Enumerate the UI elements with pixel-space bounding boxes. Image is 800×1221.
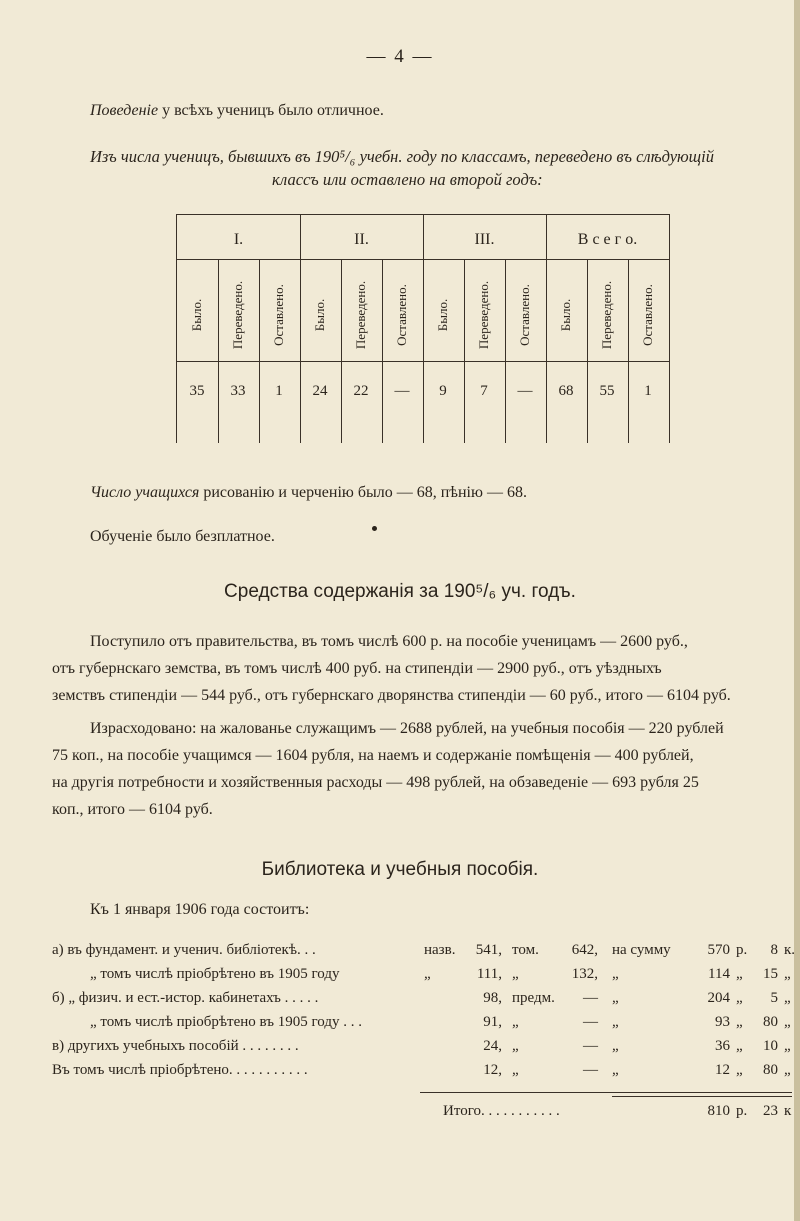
library-row-unit: „ xyxy=(512,1062,519,1078)
total-label: Итого. . . . . . . . . . . xyxy=(443,1103,560,1119)
library-row-description: б) „ физич. и ест.-истор. кабинетахъ . . . . . xyxy=(52,990,319,1006)
table-subheader-text: Переведено. xyxy=(353,280,368,350)
table-cell: 24 xyxy=(312,383,328,399)
section-title-library: Библиотека и учебныя пособія. xyxy=(261,859,539,880)
intro-line-2: классъ или оставлено на второй годъ: xyxy=(272,170,543,189)
table-cell: 9 xyxy=(439,383,447,399)
ink-dot xyxy=(372,526,377,531)
table-cell: — xyxy=(517,383,533,399)
library-row-kopecks-unit: „ xyxy=(784,990,791,1006)
library-row-sum-label: „ xyxy=(612,1038,619,1054)
table-cell: 33 xyxy=(230,383,246,399)
library-row-rubles: 570 xyxy=(707,942,730,958)
library-row-description: в) другихъ учебныхъ пособій . . . . . . . . xyxy=(52,1038,299,1054)
library-row-rubles: 204 xyxy=(707,990,730,1006)
library-row-count: 12, xyxy=(483,1062,502,1078)
library-row-count-2: — xyxy=(583,1014,598,1030)
library-row-rubles-unit: „ xyxy=(736,1014,743,1030)
table-subheader xyxy=(464,269,504,361)
library-row-rubles: 93 xyxy=(715,1014,730,1030)
library-row-sum-label: „ xyxy=(612,1014,619,1030)
table-subheader xyxy=(341,269,381,361)
table-cell: 22 xyxy=(353,383,369,399)
library-row-rubles-unit: р. xyxy=(736,942,748,958)
section-title-finances: Средства содержанія за 190⁵/₆ уч. годъ. xyxy=(224,581,576,602)
table-subheader-text: Оставлено. xyxy=(640,284,656,346)
library-row-unit: том. xyxy=(512,942,539,958)
behavior-label: Поведеніе xyxy=(90,102,159,119)
income-line: земствъ стипендіи — 544 руб., отъ губернскаго дворянства стипендіи — 60 руб., итого — 6104 руб. xyxy=(52,687,731,704)
expense-line: коп., итого — 6104 руб. xyxy=(52,801,213,818)
table-subheader xyxy=(259,269,299,361)
library-row-rubles-unit: „ xyxy=(736,1038,743,1054)
library-row-kind: назв. xyxy=(424,942,456,958)
table-subheader xyxy=(382,269,422,361)
expense-line: 75 коп., на пособіе учащимся — 1604 рубля, на наемъ и содержаніе помѣщенія — 400 рублей, xyxy=(52,747,694,764)
table-subheader-text: Было. xyxy=(558,298,573,332)
table-group-header: III. xyxy=(474,231,495,248)
total-rule-2 xyxy=(612,1096,792,1097)
total-kopecks: 23 xyxy=(763,1103,778,1119)
total-rubles-unit: р. xyxy=(736,1103,748,1119)
table-subheader xyxy=(628,269,668,361)
page-edge xyxy=(794,0,800,1221)
library-row-rubles-unit: „ xyxy=(736,990,743,1006)
drawing-label: Число учащихся xyxy=(90,484,200,501)
library-row-count-2: — xyxy=(583,990,598,1006)
table-cell: 7 xyxy=(480,383,488,399)
library-row-description: „ томъ числѣ пріобрѣтено въ 1905 году xyxy=(90,966,340,982)
table-subheader xyxy=(546,269,586,361)
library-row-count: 24, xyxy=(483,1038,502,1054)
table-subheader-text: Оставлено. xyxy=(517,284,533,346)
library-row-kopecks-unit: „ xyxy=(784,966,791,982)
library-row-count-2: — xyxy=(583,1038,598,1054)
behavior-text: у всѣхъ ученицъ было отличное. xyxy=(158,102,384,119)
total-kopecks-unit: к xyxy=(784,1103,792,1119)
table-cell: 68 xyxy=(558,383,574,399)
library-row-kopecks: 15 xyxy=(763,966,778,982)
library-row-count: 98, xyxy=(483,990,502,1006)
library-row-count: 111, xyxy=(476,966,502,982)
library-row-kind: „ xyxy=(424,966,431,982)
library-row-kopecks-unit: к. xyxy=(784,942,796,958)
library-row-rubles: 114 xyxy=(708,966,730,982)
table-subheader xyxy=(423,269,463,361)
library-row-unit: „ xyxy=(512,1014,519,1030)
expense-line: Израсходовано: на жалованье служащимъ — 2688 рублей, на учебныя пособія — 220 рублей xyxy=(90,720,724,737)
library-row-rubles: 12 xyxy=(715,1062,730,1078)
table-group-header: В с е г о. xyxy=(577,231,638,248)
library-row-kopecks-unit: „ xyxy=(784,1014,791,1030)
library-row-rubles-unit: „ xyxy=(736,1062,743,1078)
table-group-header: I. xyxy=(233,231,244,248)
library-row-kopecks-unit: „ xyxy=(784,1062,791,1078)
total-rule xyxy=(420,1092,792,1093)
behavior-line xyxy=(90,102,384,120)
total-rubles: 810 xyxy=(707,1103,730,1119)
income-line: Поступило отъ правительства, въ томъ числѣ 600 р. на пособіе ученицамъ — 2600 руб., xyxy=(90,633,688,650)
table-cell: 1 xyxy=(644,383,652,399)
table-subheader xyxy=(177,269,217,361)
table-cell: 1 xyxy=(275,383,283,399)
table-subheader-text: Было. xyxy=(435,298,450,332)
library-row-count-2: 132, xyxy=(571,966,598,982)
table-subheader xyxy=(218,269,258,361)
drawing-line xyxy=(90,484,527,502)
income-line: отъ губернскаго земства, въ томъ числѣ 400 руб. на стипендіи — 2900 руб., отъ уѣздныхъ xyxy=(52,660,662,677)
table-group-header: II. xyxy=(354,231,369,248)
library-row-sum-label: „ xyxy=(612,1062,619,1078)
table-subheader-text: Оставлено. xyxy=(271,284,287,346)
table-subheader-text: Оставлено. xyxy=(394,284,410,346)
library-row-count: 91, xyxy=(483,1014,502,1030)
table-subheader-text: Было. xyxy=(189,298,204,332)
table-subheader-text: Было. xyxy=(312,298,327,332)
library-row-kopecks: 80 xyxy=(763,1014,778,1030)
library-row-unit: „ xyxy=(512,1038,519,1054)
library-row-count-2: 642, xyxy=(571,942,598,958)
library-row-sum-label: „ xyxy=(612,990,619,1006)
class-table xyxy=(176,214,670,443)
library-row-kopecks: 5 xyxy=(770,990,778,1006)
library-row-description: Въ томъ числѣ пріобрѣтено. . . . . . . . . . . xyxy=(52,1062,308,1078)
library-row-rubles: 36 xyxy=(715,1038,730,1054)
expense-line: на другія потребности и хозяйственныя расходы — 498 рублей, на обзаведеніе — 693 рубля 25 xyxy=(52,774,699,791)
table-cell: 35 xyxy=(189,383,205,399)
table-subheader-text: Переведено. xyxy=(599,280,614,350)
page-number: — 4 — xyxy=(366,46,434,67)
expense-paragraph xyxy=(52,715,792,823)
library-row-count-2: — xyxy=(583,1062,598,1078)
library-row-unit: „ xyxy=(512,966,519,982)
library-row-sum-label: на сумму xyxy=(612,942,671,958)
table-cell: 55 xyxy=(599,383,615,399)
drawing-text: рисованію и черченію было — 68, пѣнію — 68. xyxy=(199,484,527,501)
table-subheader xyxy=(505,269,545,361)
income-paragraph xyxy=(52,628,792,709)
library-row-description: а) въ фундамент. и ученич. библіотекѣ. . . xyxy=(52,942,316,958)
table-subheader xyxy=(300,269,340,361)
table-cell: — xyxy=(394,383,410,399)
table-subheader-text: Переведено. xyxy=(230,280,245,350)
library-row-unit: предм. xyxy=(512,990,555,1006)
library-row-sum-label: „ xyxy=(612,966,619,982)
free-education-line: Обученіе было безплатное. xyxy=(90,528,275,545)
library-row-count: 541, xyxy=(475,942,502,958)
library-row-kopecks: 8 xyxy=(770,942,778,958)
intro-line-1: Изъ числа ученицъ, бывшихъ въ 190⁵/₆ учебн. году по классамъ, переведено въ слѣдующій xyxy=(90,147,714,166)
library-row-kopecks: 80 xyxy=(763,1062,778,1078)
library-row-rubles-unit: „ xyxy=(736,966,743,982)
library-row-description: „ томъ числѣ пріобрѣтено въ 1905 году . . . xyxy=(90,1014,362,1030)
library-row-kopecks-unit: „ xyxy=(784,1038,791,1054)
library-intro: Къ 1 января 1906 года состоитъ: xyxy=(90,901,310,918)
library-row-kopecks: 10 xyxy=(763,1038,778,1054)
table-subheader xyxy=(587,269,627,361)
table-subheader-text: Переведено. xyxy=(476,280,491,350)
